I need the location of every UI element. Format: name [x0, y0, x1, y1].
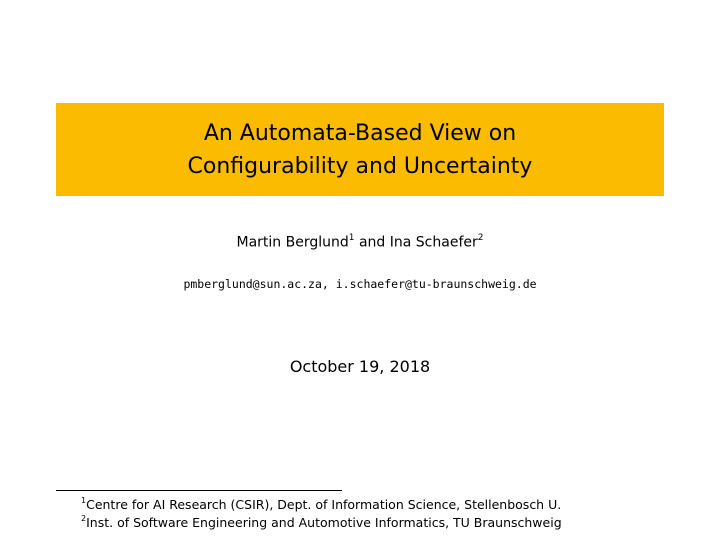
- footnote-2: [81, 515, 562, 530]
- title-line-1: An Automata-Based View on: [203, 120, 517, 146]
- author-emails: pmberglund@sun.ac.za, i.schaefer@tu-braunschweig.de: [183, 277, 537, 291]
- author-2-name: Ina Schaefer: [389, 234, 478, 251]
- authors-line: [0, 234, 720, 251]
- author-2-footnote-mark: 2: [477, 233, 484, 243]
- author-1-name: Martin Berglund: [236, 234, 349, 251]
- authors-conjunction: and: [354, 234, 390, 251]
- author-1-footnote-mark: 1: [348, 233, 355, 243]
- footnote-rule: [56, 490, 342, 491]
- footnote-2-mark: 2: [81, 514, 87, 523]
- title-line-2: Configurability and Uncertainty: [187, 153, 533, 179]
- presentation-date: October 19, 2018: [289, 357, 431, 376]
- title-box: [56, 103, 664, 196]
- footnote-2-text: Inst. of Software Engineering and Automotive Informatics, TU Braunschweig: [86, 515, 562, 531]
- footnote-1-text: Centre for AI Research (CSIR), Dept. of Information Science, Stellenbosch U.: [86, 497, 562, 513]
- footnote-1-mark: 1: [81, 496, 87, 505]
- footnote-1: [81, 497, 561, 512]
